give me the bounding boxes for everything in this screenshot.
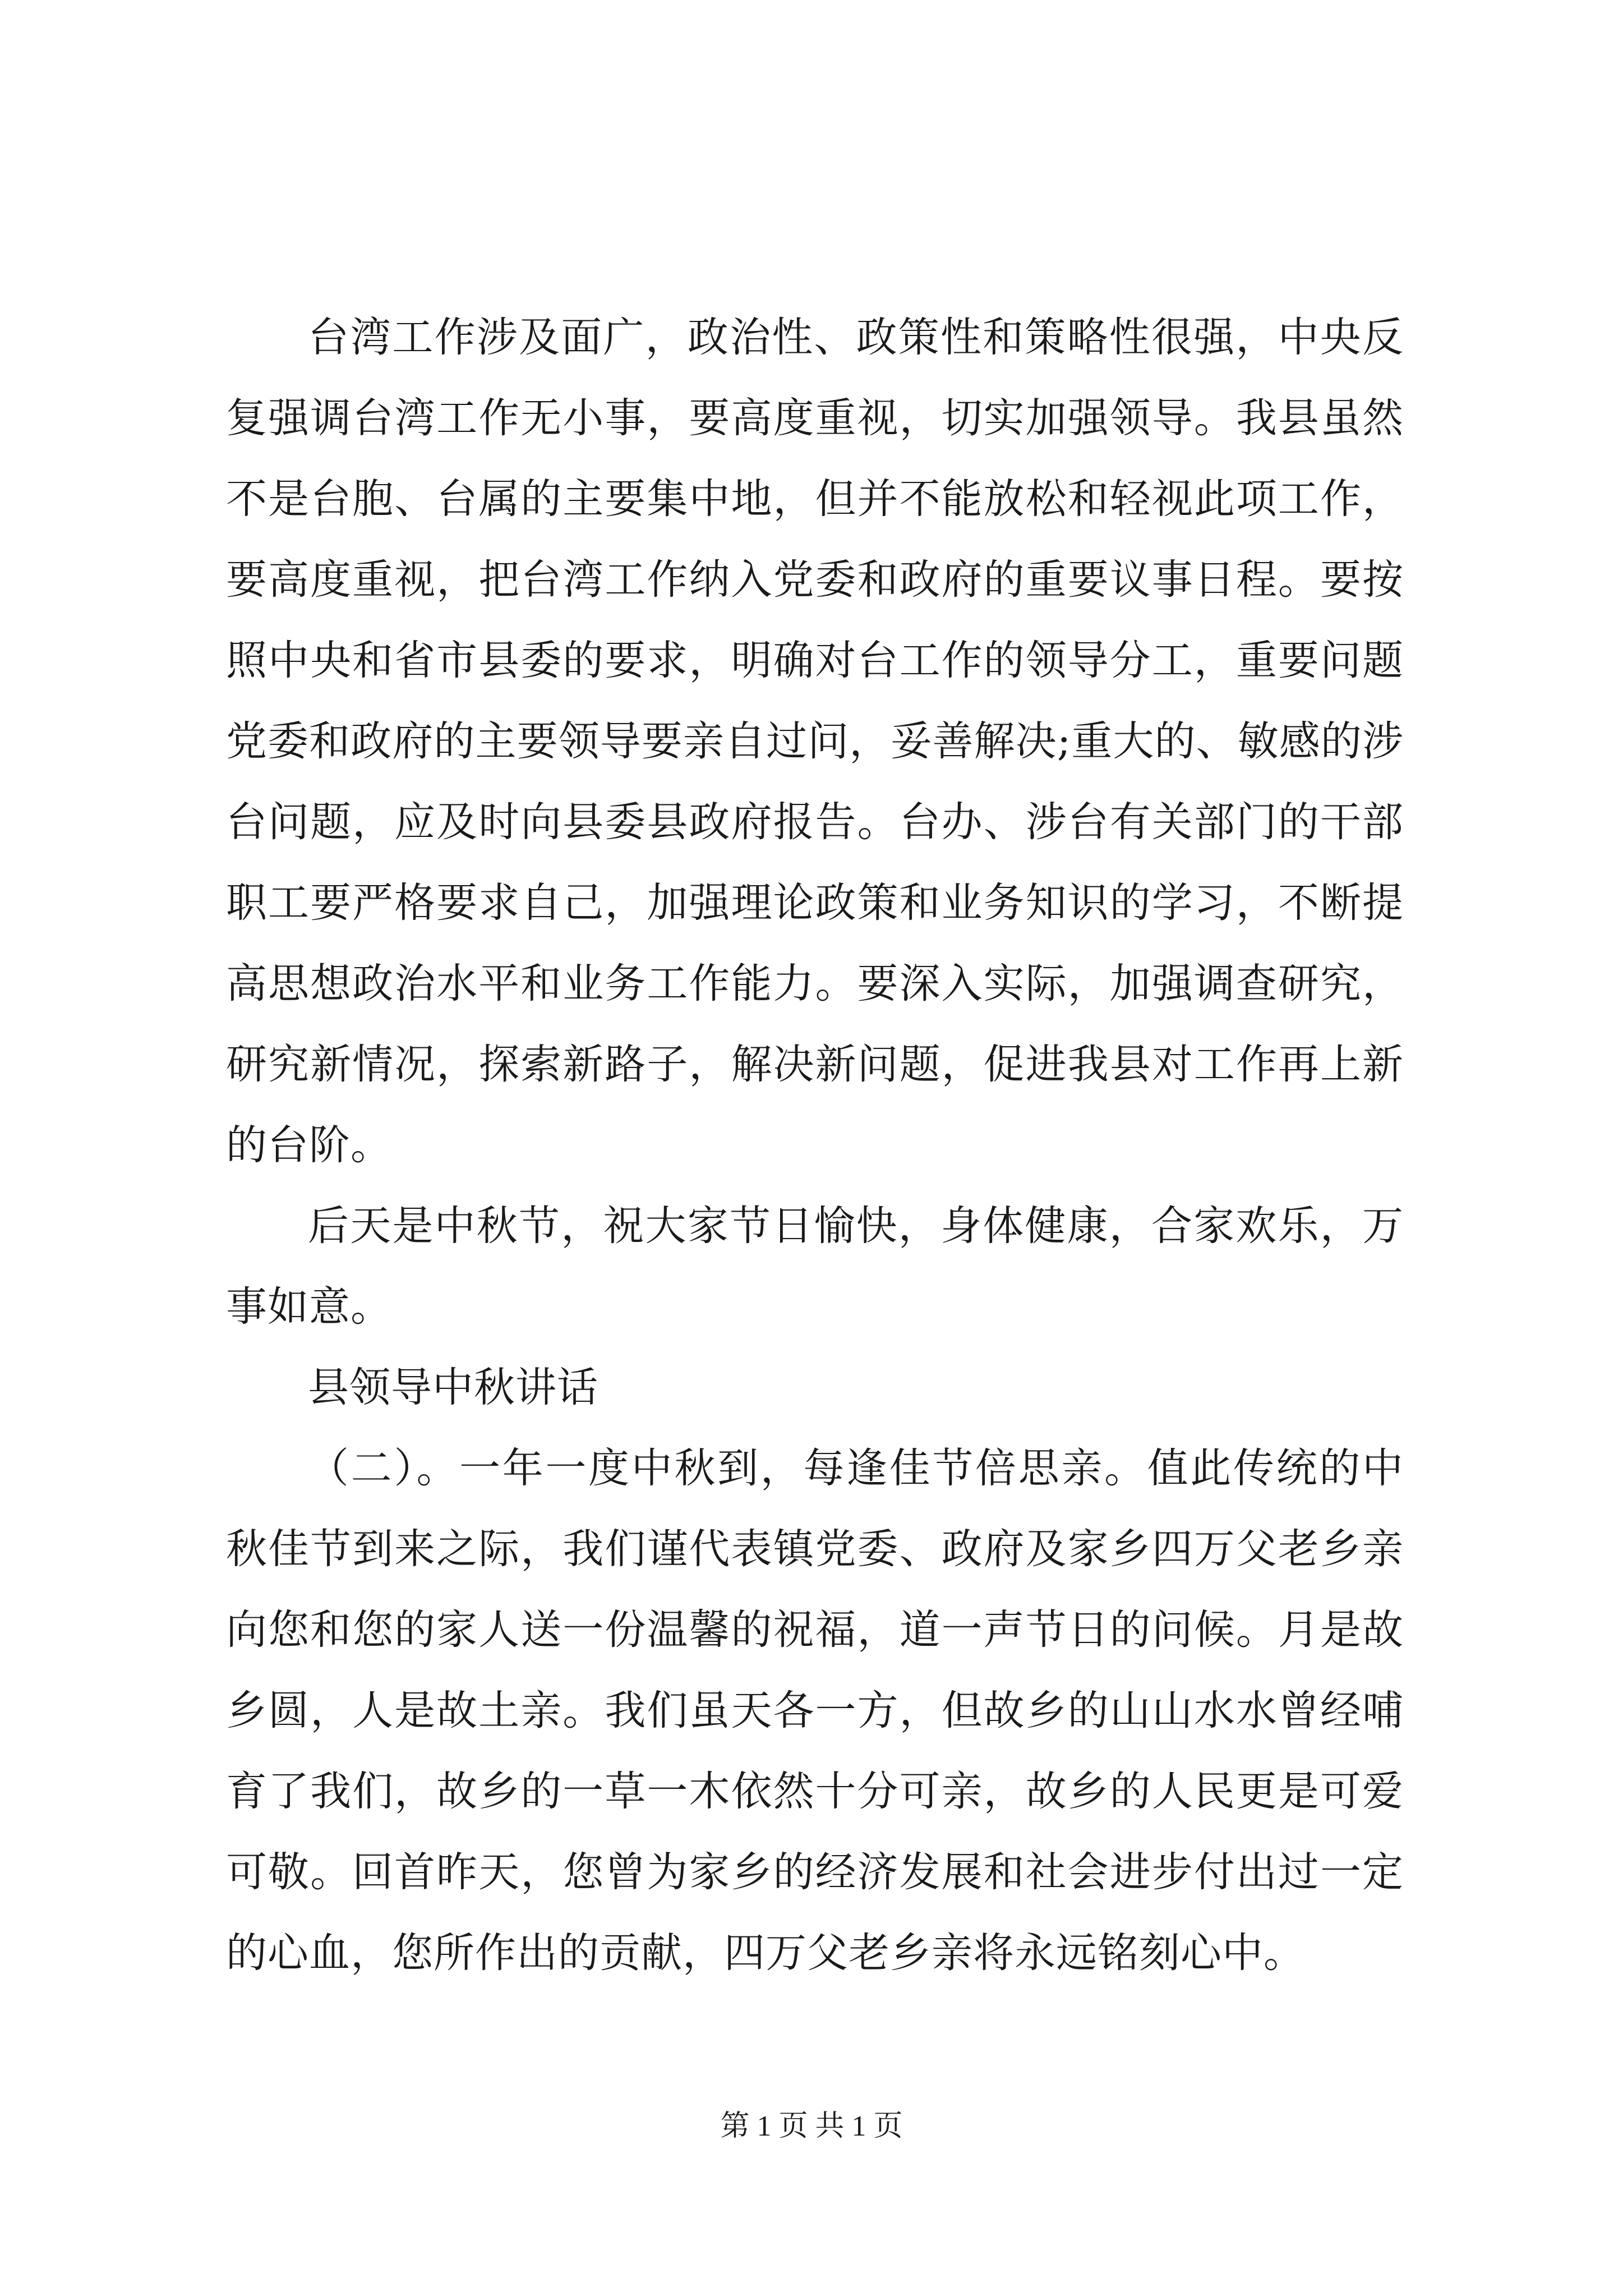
paragraph-mid-autumn-wishes: 后天是中秋节，祝大家节日愉快，身体健康，合家欢乐，万事如意。 [226, 1202, 1404, 1331]
document-body [226, 297, 1404, 1994]
paragraph-section-two: （二）。一年一度中秋到，每逢佳节倍思亲。值此传统的中秋佳节到来之际，我们谨代表镇党委、政府及家乡四万父老乡亲向您和您的家人送一份温馨的祝福，道一声节日的问候。月是故乡圆，人是故土亲。我们虽天各一方，但故乡的山山水水曾经哺育了我们，故乡的一草一木依然十分可亲，故乡的人民更是可爱可敬。回首昨天，您曾为家乡的经济发展和社会进步付出过一定的心血，您所作出的贡献，四万父老乡亲将永远铭刻心中。 [226, 1444, 1404, 1977]
page-footer: 第 1 页 共 1 页 [720, 2110, 903, 2142]
paragraph-taiwan-work: 台湾工作涉及面广，政治性、政策性和策略性很强，中央反复强调台湾工作无小事，要高度重视，切实加强领导。我县虽然不是台胞、台属的主要集中地，但并不能放松和轻视此项工作，要高度重视，把台湾工作纳入党委和政府的重要议事日程。要按照中央和省市县委的要求，明确对台工作的领导分工，重要问题党委和政府的主要领导要亲自过问，妥善解决;重大的、敏感的涉台问题，应及时向县委县政府报告。台办、涉台有关部门的干部职工要严格要求自己，加强理论政策和业务知识的学习，不断提高思想政治水平和业务工作能力。要深入实际，加强调查研究，研究新情况，探索新路子，解决新问题，促进我县对工作再上新的台阶。 [226, 314, 1404, 1169]
section-heading: 县领导中秋讲话 [308, 1364, 598, 1411]
